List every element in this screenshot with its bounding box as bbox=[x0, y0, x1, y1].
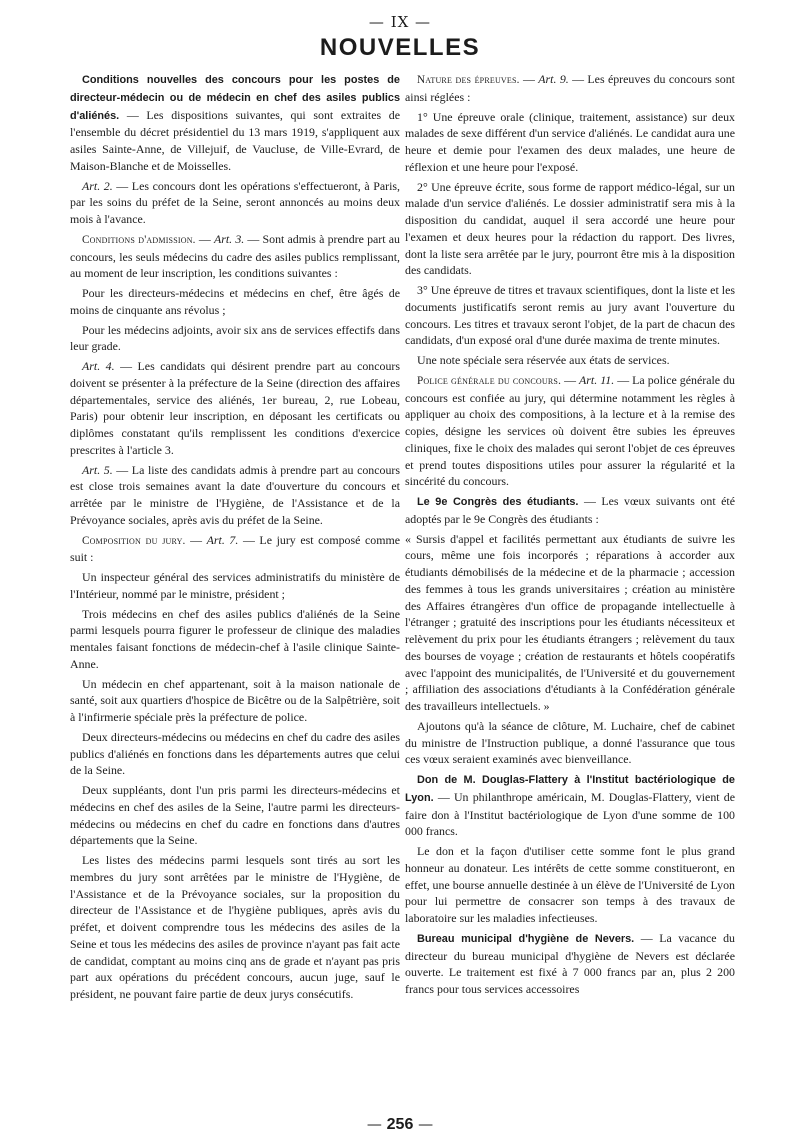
paragraph: Un inspecteur général des services administratifs du ministère de l'Intérieur, nommé par le ministre, président ; bbox=[70, 570, 400, 601]
paragraph: Les listes des médecins parmi lesquels sont tirés au sort les membres du jury sont arrêtées par le ministre de l'Hygiène, de l'Assistance et de la Prévoyance sociales, sur la proposition du directeur de l'Assistance et de l'hygiène publiques, après avis du préfet, et doivent comprendre tous les médecins des asiles de la Seine et tous les médecins des asiles de province n'ayant pas fait acte de candidat, comptant au moins cinq ans de grade et n'ayant pas pris part aux opérations du précédent concours, aucun juge, sauf le président, ne pouvant faire partie de deux jurys consécutifs. bbox=[70, 853, 400, 1001]
paragraph: Une note spéciale sera réservée aux états de services. bbox=[417, 353, 670, 367]
paragraph: Composition du jury. — Art. 7. — Le jury est composé comme suit : bbox=[70, 532, 400, 565]
paragraph: Art. 2. — Les concours dont les opérations s'effectueront, à Paris, par les soins du préfet de la Seine, seront annoncés au moins deux mois à l'avance. bbox=[70, 178, 401, 226]
paragraph: « Sursis d'appel et facilités permettant aux étudiants de suivre les cours, même une fois incorporés ; réparations à accorder aux étudiants démobilisés de la médecine et de la pharmacie ; accession des femmes à tous les grands universitaires ; création au ministère des Affaires étrangères d'un office de propagande intellectuelle à l'étranger ; gratuité des inscriptions pour les étudiants nécessiteux et relèvement du prix pour les étudiants étrangers ; relèvement du taux des bourses de voyage ; création de restaurants et hôtels coopératifs avec l'appoint des municipalités, de l'Université et du gouvernement ; affiliation des associations d'étudiants à la Confédération générale des travailleurs intellectuels. » bbox=[405, 531, 735, 713]
subheading: Police générale du concours. bbox=[417, 374, 562, 387]
article-ref: Art. 4. bbox=[82, 359, 115, 373]
paragraph: Deux directeurs-médecins ou médecins en chef du cadre des asiles publics d'aliénés en fonctions dans les départements autres que celui de la Seine. bbox=[70, 729, 400, 778]
left-column bbox=[70, 71, 400, 1006]
paragraph: Art. 4. — Les candidats qui désirent prendre part au concours doivent se présenter à la préfecture de la Seine (direction des affaires départementales, service des aliénés, 1er bureau, 2, rue Lobeau, Paris) pour obtenir leur inscription, en déposant les certificats ou diplômes constatant qu'ils remplissent les conditions d'exercice prescrites à l'article 3. bbox=[70, 359, 400, 457]
right-column bbox=[405, 71, 735, 1001]
page-number: 256 bbox=[386, 1116, 414, 1133]
subheading: Conditions d'admission. bbox=[82, 233, 196, 246]
page-footer: — 256 — bbox=[366, 1115, 434, 1133]
article-ref: Art. 11. bbox=[579, 372, 615, 387]
paragraph: 3° Une épreuve de titres et travaux scientifiques, dont la liste et les documents justificatifs seront remis au jury avant l'ouverture du concours. Les titres et travaux seront l'objet, de la part de chacun des candidats, d'un exposé oral d'une durée maxima de trente minutes. bbox=[405, 283, 735, 348]
paragraph: Un médecin en chef appartenant, soit à la maison nationale de santé, soit aux quartiers d'hospice de Bicêtre ou de la Salpêtrière, soit à l'infirmerie spéciale près la préfecture de police. bbox=[70, 676, 400, 724]
paragraph: Don de M. Douglas-Flattery à l'Institut bactériologique de Lyon. — Un philanthrope américain, M. Douglas-Flattery, vient de faire don à l'Institut bactériologique de Lyon d'une somme de 100 000 francs. bbox=[405, 774, 735, 839]
paragraph: Le don et la façon d'utiliser cette somme font le plus grand honneur au donateur. Les intérêts de cette somme constitueront, en effet, une bourse annuelle destinée à un élève de l'Université de Lyon pour lui permettre de consacrer son temps à des travaux de laboratoire sur les maladies infectieuses. bbox=[405, 844, 735, 925]
paragraph: Deux suppléants, dont l'un pris parmi les directeurs-médecins et médecins en chef des asiles de la Seine, l'autre parmi les directeurs-médecins ou médecins en chef du cadre en fonctions dans d'autres départements que la Seine. bbox=[70, 783, 400, 848]
section-title: NOUVELLES bbox=[319, 34, 481, 61]
article-ref: Art. 2. bbox=[82, 178, 113, 193]
subheading: Nature des épreuves. bbox=[417, 74, 520, 86]
paragraph: Police générale du concours. — Art. 11. — La police générale du concours est confiée au jury, qui détermine notamment les règles à appliquer au choix des compositions, à la lecture et à la remise des copies, désigne les services où doivent être subies les épreuves cliniques, fixe le choix des malades qui seront l'objet de ces épreuves et prend toutes dispositions utiles pour assurer la régularité et la sincérité du concours. bbox=[405, 372, 735, 489]
article-ref: Art. 3. bbox=[213, 231, 245, 246]
article-heading: Conditions nouvelles des concours pour les postes de directeur-médecin ou de médecin en chef des asiles publics d'aliénés. bbox=[70, 74, 400, 122]
paragraph: Conditions nouvelles des concours pour les postes de directeur-médecin ou de médecin en chef des asiles publics d'aliénés. — Les dispositions suivantes, qui sont extraites de l'ensemble du décret présidentiel du 13 mars 1919, s'appliquent aux asiles Sainte-Anne, de Villejuif, de Vaucluse, de Ville-Evrard, de Maison-Blanche et de Moisselles. bbox=[70, 74, 400, 173]
paragraph: Ajoutons qu'à la séance de clôture, M. Luchaire, chef de cabinet du ministre de l'Instruction publique, a donné l'assurance que tous ces vœux seraient examinés avec bienveillance. bbox=[405, 718, 735, 767]
article-ref: Art. 9. bbox=[538, 72, 569, 86]
paragraph: Pour les médecins adjoints, avoir six ans de services effectifs dans leur grade. bbox=[70, 322, 400, 354]
paragraph: Pour les directeurs-médecins et médecins en chef, être âgés de moins de cinquante ans révolus ; bbox=[70, 286, 400, 317]
paragraph: Nature des épreuves. — Art. 9. — Les épreuves du concours sont ainsi réglées : bbox=[405, 72, 735, 104]
section-number: — IX — bbox=[368, 13, 432, 31]
paragraph: Trois médecins en chef des asiles publics d'aliénés de la Seine parmi lesquels pourra figurer le professeur de clinique des maladies mentales faisant fonctions de médecin-chef à l'asile clinique Sainte-Anne. bbox=[70, 606, 400, 671]
paragraph: Conditions d'admission. — Art. 3. — Sont admis à prendre part au concours, les seuls médecins du cadre des asiles publics remplissant, au moment de leur inscription, les conditions suivantes : bbox=[70, 231, 400, 281]
article-ref: Art. 5. bbox=[82, 462, 113, 477]
paragraph: Bureau municipal d'hygiène de Nevers. — La vacance du directeur du bureau municipal d'hygiène de Nevers est déclarée ouverte. Le traitement est fixé à 7 000 francs par an, plus 2 200 francs pour tous services accessoires bbox=[405, 930, 735, 996]
paragraph: 1° Une épreuve orale (clinique, traitement, assistance) sur deux malades de sexe différent d'un service d'aliénés. Le candidat aura une heure et demie pour l'examen des deux malades, une heure de réflexion et une heure pour l'exposé. bbox=[405, 109, 735, 174]
paragraph: Art. 5. — La liste des candidats admis à prendre part au concours est close trois semaines avant la date d'ouverture du concours et arrêtée par le ministre de l'Hygiène, de l'Assistance et de la Prévoyance sociales, après avis du préfet de la Seine. bbox=[70, 462, 401, 527]
article-ref: Art. 7. bbox=[206, 532, 239, 547]
news-heading: Don de M. Douglas-Flattery à l'Institut bactériologique de Lyon. bbox=[405, 774, 735, 804]
subheading: Composition du jury. bbox=[82, 534, 186, 547]
paragraph: Le 9e Congrès des étudiants. — Les vœux suivants ont été adoptés par le 9e Congrès des étudiants : bbox=[405, 494, 735, 526]
news-heading: Le 9e Congrès des étudiants. bbox=[417, 496, 579, 508]
paragraph: 2° Une épreuve écrite, sous forme de rapport médico-légal, sur un malade d'un service d'aliénés. Le dossier administratif sera mis à la disposition du candidat, auquel il sera accordé une heure pour l'examen et deux heures pour la rédaction du rapport. Des livres, dont la liste sera arrêtée par le jury, pourront être mis à la disposition des candidats. bbox=[405, 179, 735, 278]
news-heading: Bureau municipal d'hygiène de Nevers. bbox=[417, 932, 635, 945]
